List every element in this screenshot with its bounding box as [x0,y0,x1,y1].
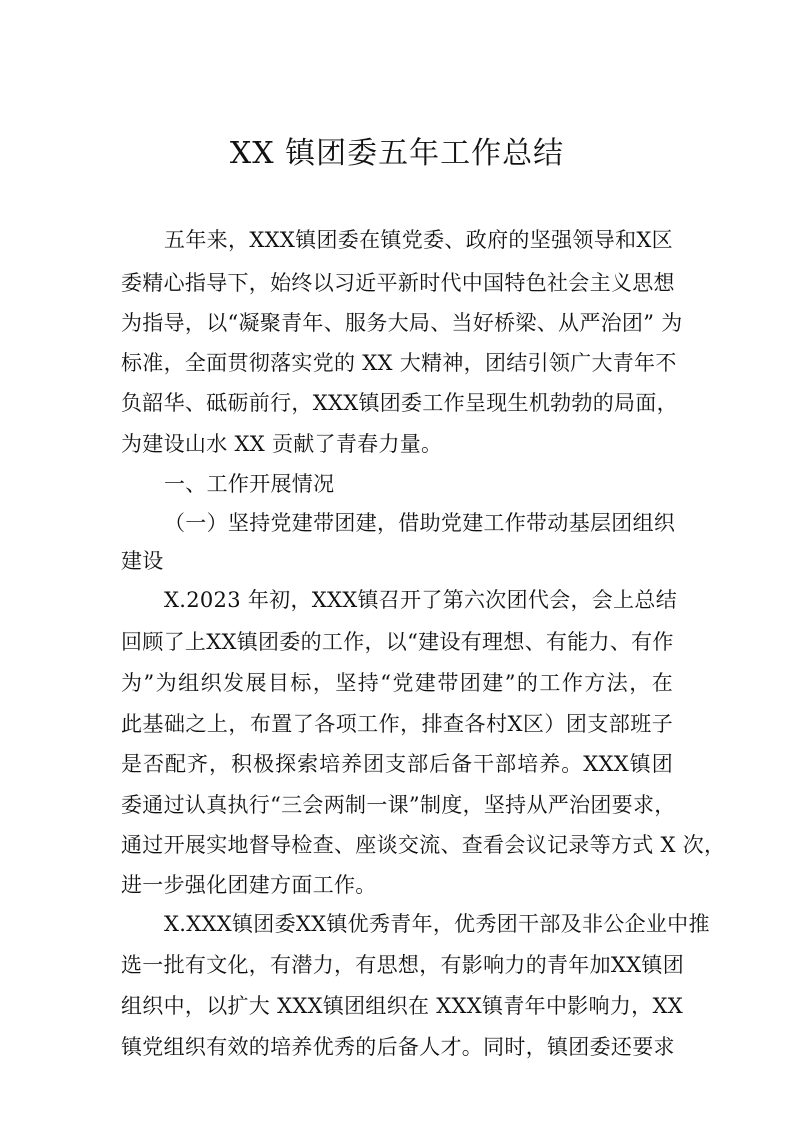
paragraph-line: 此基础之上，布置了各项工作，排查各村X区）团支部班子 [121,712,673,736]
paragraph-line: 为指导，以“凝聚青年、服务大局、当好桥梁、从严治团” 为 [121,311,683,335]
paragraph-line: 委通过认真执行“三会两制一课”制度，坚持从严治团要求， [121,793,676,817]
paragraph-line: 为”为组织发展目标，坚持“党建带团建”的工作方法，在 [121,671,673,695]
subsection-heading: 建设 [121,549,164,573]
paragraph-line: 五年来，XXX镇团委在镇党委、政府的坚强领导和X区 [164,228,673,252]
paragraph-line: 镇党组织有效的培养优秀的后备人才。同时，镇团委还要求 [121,1035,675,1059]
paragraph-line: 组织中，以扩大 XXX镇团组织在 XXX镇青年中影响力，XX [121,994,683,1018]
paragraph-line: 选一批有文化，有潜力，有思想，有影响力的青年加XX镇团 [121,953,684,977]
paragraph-line: 负韶华、砥砺前行，XXX镇团委工作呈现生机勃勃的局面， [121,391,678,415]
paragraph-line: 通过开展实地督导检查、座谈交流、查看会议记录等方式 X 次， [121,833,726,857]
section-heading: 一、工作开展情况 [164,472,335,496]
paragraph-line: X.XXX镇团委XX镇优秀青年，优秀团干部及非公企业中推 [164,912,710,936]
paragraph-line: 进一步强化团建方面工作。 [121,873,377,897]
paragraph-line: 回顾了上XX镇团委的工作，以“建设有理想、有能力、有作 [121,630,674,654]
subsection-heading: （一）坚持党建带团建，借助党建工作带动基层团组织 [164,511,676,535]
paragraph-line: X.2023 年初，XXX镇召开了第六次团代会，会上总结 [164,588,677,612]
paragraph-line: 标准，全面贯彻落实党的 XX 大精神，团结引领广大青年不 [121,351,677,375]
paragraph-line: 为建设山水 XX 贡献了青春力量。 [121,432,443,456]
document-title: XX 镇团委五年工作总结 [229,136,565,171]
paragraph-line: 委精心指导下，始终以习近平新时代中国特色社会主义思想 [121,271,675,295]
paragraph-line: 是否配齐，积极探索培养团支部后备干部培养。XXX镇团 [121,752,673,776]
